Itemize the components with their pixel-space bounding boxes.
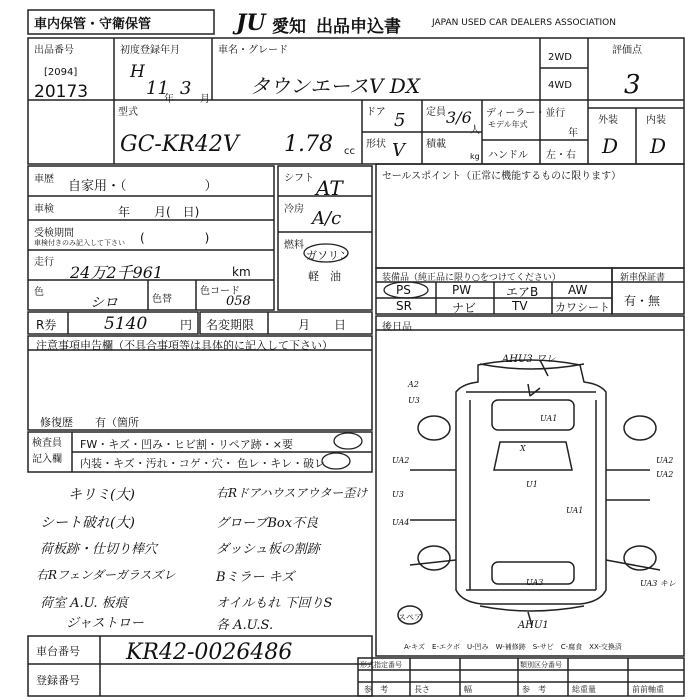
damage-mark: A2	[408, 380, 419, 389]
history-label: 車歴	[34, 174, 54, 185]
color-code-value: 058	[226, 294, 251, 309]
interior-value: D	[650, 134, 667, 158]
mileage-unit: km	[232, 265, 251, 279]
note-item: 右Rドアハウスアウター歪け	[216, 486, 368, 500]
color-code-label: 色コード	[200, 286, 240, 297]
inspection-period-label: 受検期間	[34, 228, 74, 239]
inspector-line2: 内装・キズ・汚れ・コゲ・穴・ 色レ・キレ・破レ	[80, 457, 326, 470]
note-item: 各 A.U.S.	[216, 618, 274, 633]
month-unit: 月	[200, 94, 210, 105]
drive-2wd: 2WD	[548, 52, 572, 63]
spare-tire-label: スペア	[398, 613, 422, 622]
equip-ps: PS	[396, 283, 411, 297]
capacity-label: 定員	[426, 107, 446, 118]
note-item: ダッシュ板の割跡	[216, 542, 320, 557]
lot-number: 20173	[34, 82, 89, 102]
remarks-label: 後日品	[382, 322, 412, 333]
inspector-line1: FW・キズ・凹み・ヒビ割・リペア跡・×要	[80, 438, 293, 451]
note-item: 荷室 A.U. 板痕	[40, 596, 128, 611]
shift-label: シフト	[284, 173, 314, 184]
form-title: 出品申込書	[316, 17, 401, 37]
inspector-label: 検査員記入欄	[32, 438, 62, 465]
exterior-value: D	[602, 134, 619, 158]
repair-history-label: 修復歴 有（箇所	[40, 416, 139, 429]
note-item: キリミ(大)	[68, 487, 135, 503]
note-item: 右Rフェンダーガラスズレ	[36, 568, 176, 582]
model-year-label: モデル年式	[488, 120, 528, 129]
inspection-period-value: ( )	[140, 231, 210, 245]
model-label: 型式	[118, 107, 138, 118]
registration-label: 初度登録年月	[120, 45, 180, 56]
lot-bracket-number: [2094]	[44, 67, 78, 78]
equipment-label: 装備品（純正品に限り○をつけてください）	[382, 273, 561, 283]
mileage-value: 24万2千961	[70, 263, 164, 282]
recycle-label: R券	[36, 318, 57, 332]
repaint-label: 色替	[152, 294, 172, 305]
chassis-label: 車台番号	[36, 645, 80, 658]
rating-value: 3	[624, 70, 641, 100]
note-item: ジャストロー	[66, 616, 144, 631]
note-item: シート破れ(大)	[40, 515, 135, 531]
displacement-unit: cc	[344, 146, 355, 157]
inspection-label: 車検	[34, 204, 54, 215]
exterior-label: 外装	[598, 115, 618, 126]
ref-label: 参 考	[364, 685, 388, 694]
inspection-value: 年 月( 日)	[118, 205, 200, 219]
damage-mark: UA3 キレ	[640, 579, 676, 588]
shift-value: AT	[316, 176, 343, 200]
length-label: 長さ	[414, 685, 430, 694]
damage-mark: UA1	[540, 414, 558, 423]
gross-weight-label: 総重量	[572, 685, 596, 694]
cooling-value: A/c	[312, 208, 342, 229]
damage-mark: X	[520, 444, 526, 453]
equip-tv: TV	[512, 299, 528, 313]
equip-kawa-seat: カワシート	[555, 301, 610, 314]
equip-aw: AW	[568, 283, 588, 297]
class-label: 類別区分番号	[520, 661, 562, 669]
cooling-label: 冷房	[284, 204, 304, 215]
fuel-light-oil: 軽 油	[308, 270, 341, 283]
equip-sr: SR	[396, 299, 412, 313]
damage-mark: UA4	[392, 518, 410, 527]
doors-value: 5	[394, 110, 406, 131]
drive-4wd: 4WD	[548, 80, 572, 91]
ref2-label: 参 考	[522, 685, 546, 694]
storage-label: 車内保管・守衛保管	[34, 17, 152, 32]
model-year-unit: 年	[568, 128, 578, 139]
note-item: オイルもれ 下回りS	[216, 596, 333, 611]
model-value: GC-KR42V	[120, 132, 239, 157]
org-english: JAPAN USED CAR DEALERS ASSOCIATION	[432, 18, 616, 28]
fuel-label: 燃料	[284, 240, 304, 251]
dealer-label: ディーラー・並行	[486, 108, 566, 119]
registration-era: H	[130, 62, 145, 82]
damage-legend: A-キズ E-エクボ U-凹み W-補修跡 S-サビ C-腐食 XX-交換済	[404, 643, 622, 651]
equip-airbag: エアB	[506, 285, 539, 299]
damage-mark: UA3	[526, 578, 544, 587]
damage-mark: U3	[392, 490, 404, 499]
color-label: 色	[34, 287, 44, 298]
shape-value: V	[392, 140, 405, 161]
inspection-period-note: 車検付きのみ記入して下さい	[34, 239, 125, 247]
fuel-gasoline: ガソリン	[306, 249, 350, 262]
name-change-label: 名変期限	[206, 318, 255, 332]
damage-mark: UA2	[656, 456, 674, 465]
damage-mark: AHU3 ワレ	[502, 354, 556, 365]
name-change-value: 月 日	[298, 318, 347, 332]
shape-label: 形状	[366, 139, 386, 150]
damage-mark: UA1	[566, 506, 584, 515]
displacement-value: 1.78	[284, 132, 333, 157]
width-label: 幅	[464, 685, 472, 694]
mileage-label: 走行	[34, 257, 54, 268]
history-value: 自家用・（ ）	[68, 179, 218, 194]
selling-points-label: セールスポイント（正常に機能するものに限ります）	[382, 171, 622, 182]
handle-label: ハンドル	[488, 150, 528, 161]
lot-label: 出品番号	[34, 45, 74, 56]
capacity-unit: 人	[470, 125, 480, 136]
rating-label: 評価点	[612, 45, 642, 56]
damage-mark: AHU1	[518, 620, 549, 631]
damage-mark: UA2	[656, 470, 674, 479]
capacity-value: 3/6	[446, 108, 472, 127]
warranty-value: 有・無	[624, 294, 661, 308]
damage-mark: U1	[526, 480, 538, 489]
color-value: シロ	[90, 295, 118, 311]
load-label: 積載	[426, 139, 446, 150]
model-spec-label: 形式指定番号	[360, 661, 402, 669]
handle-options: 左・右	[546, 150, 576, 161]
registration-month: 3	[180, 78, 192, 99]
interior-label: 内装	[646, 115, 666, 126]
damage-mark: UA2	[392, 456, 410, 465]
note-item: 荷板跡・仕切り棒穴	[40, 542, 158, 557]
equip-pw: PW	[452, 283, 472, 297]
registration-year: 11	[146, 78, 169, 99]
ju-logo: JU	[236, 10, 266, 36]
damage-mark: U3	[408, 396, 420, 405]
note-item: グローブBox不良	[216, 516, 319, 531]
recycle-value: 5140	[104, 314, 148, 334]
registration-number-label: 登録番号	[36, 674, 80, 687]
doors-label: ドア	[366, 107, 386, 118]
warranty-label: 新車保証書	[620, 273, 666, 283]
name-grade-label: 車名・グレード	[218, 45, 288, 56]
name-grade-value: タウンエースV DX	[250, 74, 421, 98]
notes-label: 注意事項申告欄（不具合事項等は具体的に記入して下さい）	[36, 339, 333, 352]
equip-navi: ナビ	[452, 301, 477, 315]
chassis-value: KR42-0026486	[126, 640, 293, 665]
note-item: Bミラー キズ	[216, 570, 295, 585]
load-unit: kg	[470, 152, 480, 161]
recycle-unit: 円	[180, 318, 193, 332]
org-name: 愛知	[272, 17, 306, 37]
axle-label: 前前軸重	[632, 685, 664, 694]
year-unit: 年	[164, 94, 174, 105]
